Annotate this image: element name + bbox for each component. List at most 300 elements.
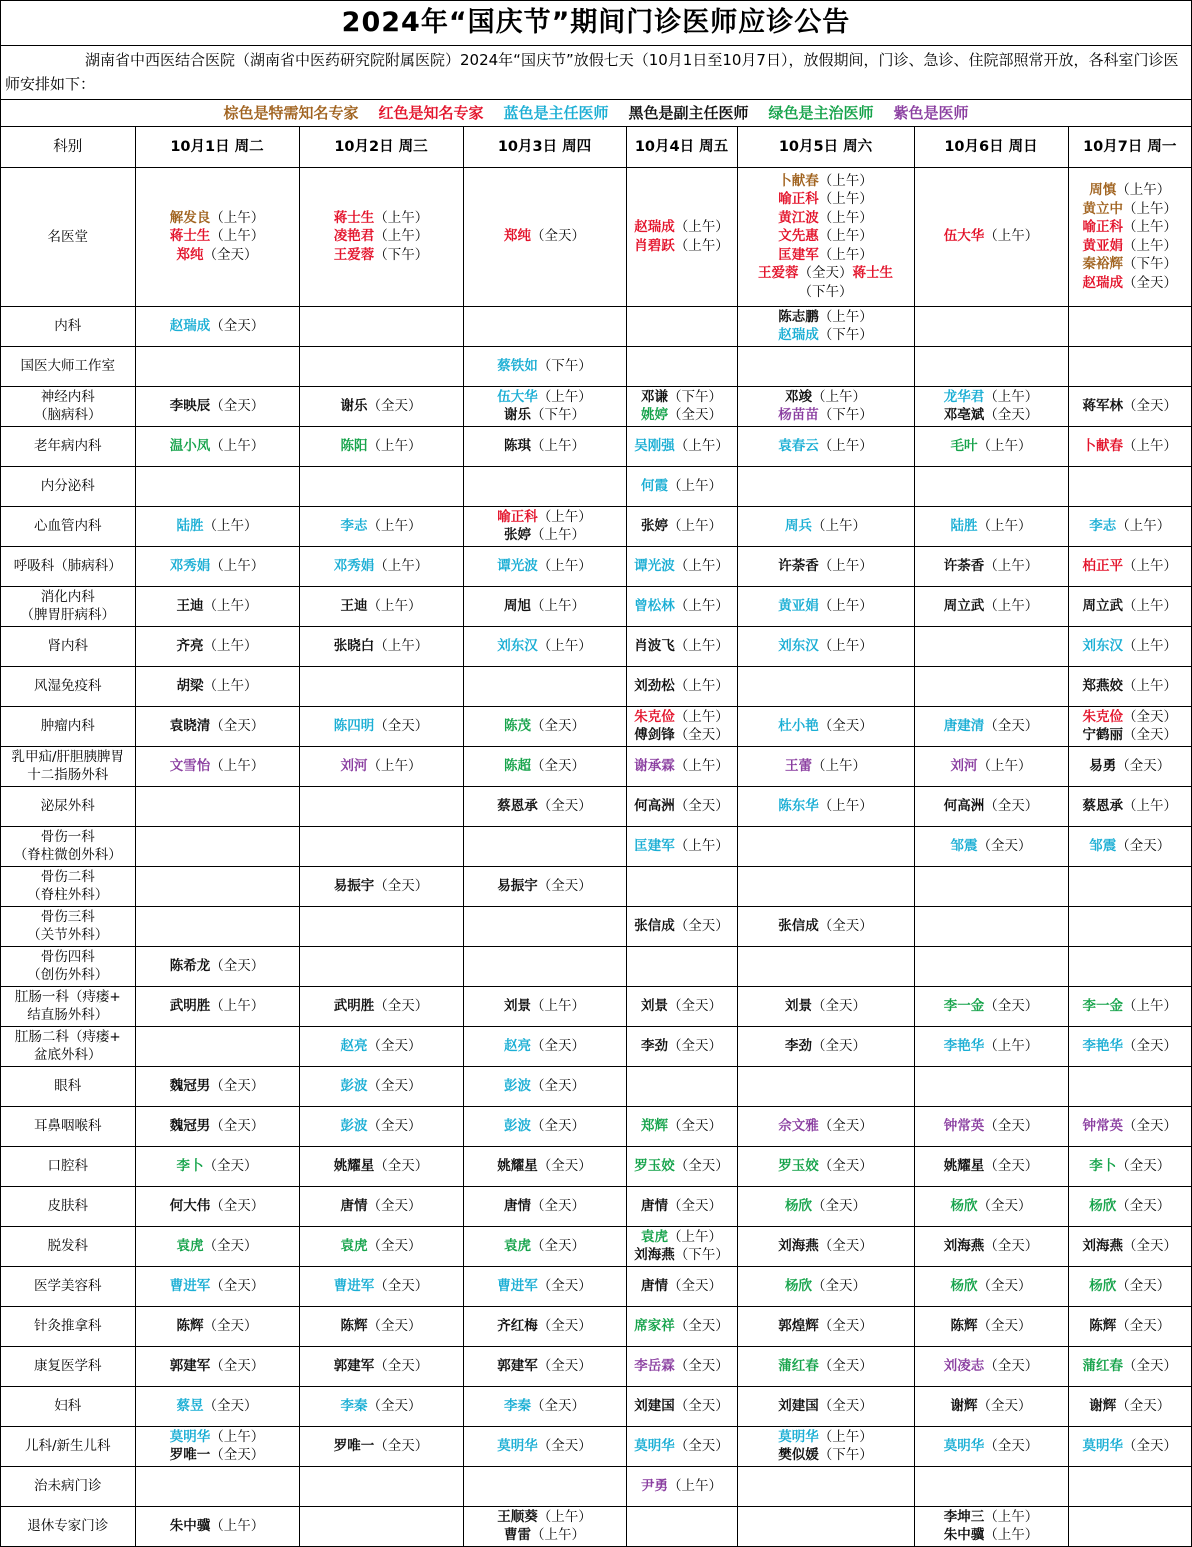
doctor-name: 陈茂 <box>504 717 531 734</box>
doctor-name: 彭波 <box>504 1077 531 1094</box>
table-row <box>1 1226 1191 1266</box>
doctor-name: 刘景 <box>504 997 531 1014</box>
doctor-entry <box>465 1437 625 1456</box>
doctor-entry <box>1070 597 1191 616</box>
schedule-cell <box>135 706 299 746</box>
doctor-entry <box>628 837 736 856</box>
table-row <box>1 1186 1191 1226</box>
schedule-cell <box>463 1106 626 1146</box>
doctor-name: 武明胜 <box>333 997 375 1014</box>
doctor-entry <box>628 1117 736 1136</box>
doctor-name: 刘景 <box>785 997 812 1014</box>
doctor-entry <box>628 708 736 727</box>
session-label: （上午） <box>1123 557 1177 574</box>
doctor-name: 曹进军 <box>169 1277 211 1294</box>
schedule-cell <box>299 1266 463 1306</box>
doctor-entry <box>301 517 462 536</box>
doctor-name: 伍大华 <box>943 228 985 245</box>
schedule-cell <box>914 346 1068 386</box>
doctor-name: 杨欣 <box>1089 1197 1117 1214</box>
dept-name: 脱发科 <box>1 1226 135 1266</box>
doctor-entry <box>301 437 462 456</box>
session-label: （上午） <box>674 557 729 574</box>
doctor-name: 傅剑锋 <box>634 727 675 743</box>
schedule-cell <box>737 826 914 866</box>
doctor-name: 黄江波 <box>778 209 819 226</box>
doctor-entry <box>301 1317 462 1336</box>
doctor-entry <box>916 227 1067 246</box>
schedule-cell <box>914 1106 1068 1146</box>
dept-name: 妇科 <box>1 1386 135 1426</box>
doctor-entry <box>916 1157 1067 1176</box>
dept-name: 肿瘤内科 <box>1 706 135 746</box>
doctor-name: 莫明华 <box>1082 1437 1123 1454</box>
schedule-cell <box>463 986 626 1026</box>
session-label: （上午） <box>977 517 1032 534</box>
doctor-name: 肖碧跃 <box>634 237 675 254</box>
session-label: （全天） <box>367 397 422 414</box>
table-row <box>1 1106 1191 1146</box>
session-label: （上午） <box>984 597 1039 614</box>
doctor-entry <box>137 1077 298 1096</box>
doctor-entry <box>739 1037 913 1056</box>
session-label: （全天） <box>1123 708 1177 725</box>
session-label: （全天） <box>1123 397 1177 414</box>
doctor-entry <box>628 477 736 496</box>
header-day: 10月2日 周三 <box>299 127 463 167</box>
doctor-name: 唐情 <box>641 1277 668 1294</box>
session-label: （全天） <box>674 1357 729 1374</box>
doctor-name: 陈辉 <box>1089 1317 1117 1334</box>
doctor-name: 刘海燕 <box>634 1247 675 1263</box>
doctor-name: 凌艳君 <box>333 228 375 245</box>
table-row <box>1 426 1191 466</box>
doctor-entry <box>137 397 298 416</box>
schedule-cell <box>914 666 1068 706</box>
doctor-name: 杨苗苗 <box>778 407 819 423</box>
doctor-name: 李秦 <box>504 1397 531 1414</box>
schedule-cell <box>135 626 299 666</box>
schedule-cell <box>463 666 626 706</box>
schedule-cell <box>299 986 463 1026</box>
doctor-name: 邹震 <box>950 837 978 854</box>
schedule-cell <box>1068 786 1191 826</box>
schedule-cell <box>914 1506 1068 1546</box>
session-label: （全天） <box>537 1437 592 1454</box>
session-label: （上午） <box>1123 237 1177 254</box>
schedule-cell <box>299 1386 463 1426</box>
table-row <box>1 786 1191 826</box>
schedule-cell <box>299 426 463 466</box>
session-label: （上午） <box>531 597 585 614</box>
doctor-entry <box>137 557 298 576</box>
session-label: （上午） <box>210 557 265 574</box>
doctor-name: 谭光波 <box>634 557 675 574</box>
schedule-cell <box>914 586 1068 626</box>
schedule-cell <box>1068 906 1191 946</box>
doctor-entry <box>137 1357 298 1376</box>
doctor-name: 谢辉 <box>950 1397 978 1414</box>
session-label: （上午） <box>674 237 729 254</box>
doctor-entry <box>137 957 298 976</box>
table-row <box>1 466 1191 506</box>
doctor-entry <box>137 677 298 696</box>
schedule-cell <box>135 506 299 546</box>
doctor-entry <box>916 1437 1067 1456</box>
doctor-entry <box>628 1037 736 1056</box>
schedule-cell <box>463 1306 626 1346</box>
session-label: （上午） <box>537 637 592 654</box>
session-label: （上午） <box>367 597 422 614</box>
session-label: （全天） <box>984 1237 1039 1254</box>
session-label: （下午） <box>818 327 873 343</box>
doctor-name: 刘建国 <box>634 1397 675 1414</box>
doctor-name: 蔡恩承 <box>1082 797 1123 814</box>
schedule-cell <box>1068 506 1191 546</box>
doctor-name: 朱克俭 <box>1082 708 1123 725</box>
doctor-entry <box>137 209 298 228</box>
session-label: （全天） <box>374 1357 429 1374</box>
doctor-entry <box>1070 181 1191 200</box>
doctor-entry <box>739 1397 913 1416</box>
doctor-name: 温小凤 <box>169 437 211 454</box>
session-label: （全天） <box>812 1037 866 1054</box>
doctor-name: 何高洲 <box>634 797 675 814</box>
schedule-cell <box>1068 426 1191 466</box>
header-day: 10月6日 周日 <box>914 127 1068 167</box>
doctor-name: 王迪 <box>176 597 204 614</box>
doctor-entry <box>465 1037 625 1056</box>
doctor-name: 佘文雅 <box>778 1117 819 1134</box>
schedule-cell <box>626 386 737 426</box>
doctor-entry <box>739 517 913 536</box>
session-label: （全天） <box>984 1157 1039 1174</box>
schedule-cell <box>626 306 737 346</box>
session-label: （上午） <box>674 219 729 235</box>
session-label: （上午） <box>203 517 258 534</box>
schedule-cell <box>299 306 463 346</box>
doctor-name: 刘东汉 <box>778 637 819 654</box>
doctor-entry <box>739 326 913 345</box>
schedule-cell <box>737 746 914 786</box>
schedule-cell <box>1068 706 1191 746</box>
session-label: （全天） <box>537 877 592 894</box>
doctor-name: 文先惠 <box>778 228 819 245</box>
doctor-entry <box>301 1197 462 1216</box>
doctor-entry <box>916 1237 1067 1256</box>
session-label: （全天） <box>1123 727 1177 743</box>
doctor-name: 匡建军 <box>634 837 675 854</box>
dept-name: 名医堂 <box>1 167 135 306</box>
session-label: （全天） <box>818 1157 873 1174</box>
session-label: （全天） <box>674 1317 729 1334</box>
session-label: （全天） <box>374 1277 429 1294</box>
schedule-cell <box>135 826 299 866</box>
doctor-entry <box>301 1077 462 1096</box>
header-day: 10月4日 周五 <box>626 127 737 167</box>
schedule-cell <box>1068 626 1191 666</box>
intro-paragraph: 湖南省中西医结合医院（湖南省中医药研究院附属医院）2024年“国庆节”放假七天（10月1日至10月7日），放假期间，门诊、急诊、住院部照常开放，各科室门诊医师安排如下： <box>1 46 1191 100</box>
doctor-entry <box>1070 255 1191 274</box>
schedule-cell <box>299 946 463 986</box>
session-label: （上午） <box>977 437 1032 454</box>
table-row <box>1 1466 1191 1506</box>
session-label: （全天） <box>977 1397 1032 1414</box>
doctor-name: 袁虎 <box>504 1237 531 1254</box>
doctor-entry <box>628 557 736 576</box>
schedule-cell <box>135 1386 299 1426</box>
session-label: （全天） <box>210 1197 265 1214</box>
doctor-entry <box>628 1397 736 1416</box>
doctor-entry <box>628 1477 736 1496</box>
table-row <box>1 826 1191 866</box>
session-label: （全天） <box>1116 1157 1171 1174</box>
doctor-name: 杨欣 <box>785 1197 812 1214</box>
doctor-name: 赵瑞成 <box>778 327 819 343</box>
schedule-cell <box>135 306 299 346</box>
schedule-cell <box>737 1146 914 1186</box>
doctor-name: 王蕾 <box>785 757 812 774</box>
doctor-name: 莫明华 <box>169 1428 211 1445</box>
session-label: （上午） <box>818 637 873 654</box>
schedule-cell <box>463 1026 626 1066</box>
schedule-cell <box>1068 986 1191 1026</box>
doctor-entry <box>301 246 462 265</box>
schedule-cell <box>1068 466 1191 506</box>
doctor-name: 李劲 <box>785 1037 812 1054</box>
doctor-name: 唐情 <box>504 1197 531 1214</box>
doctor-entry <box>916 597 1067 616</box>
session-label: （全天） <box>531 1077 585 1094</box>
doctor-name: 李一金 <box>943 997 985 1014</box>
schedule-cell <box>914 546 1068 586</box>
schedule-cell <box>463 386 626 426</box>
dept-name: 退休专家门诊 <box>1 1506 135 1546</box>
doctor-name: 吴刚强 <box>634 437 675 454</box>
doctor-entry <box>739 172 913 191</box>
dept-name: 骨伤一科 （脊柱微创外科） <box>1 826 135 866</box>
session-label: （全天） <box>1116 1397 1171 1414</box>
schedule-cell <box>299 1186 463 1226</box>
session-label: （上午） <box>1123 200 1177 217</box>
session-label: （全天） <box>818 1237 873 1254</box>
doctor-name: 赵瑞成 <box>634 219 675 235</box>
schedule-cell <box>135 167 299 306</box>
schedule-cell <box>626 866 737 906</box>
session-label: （全天） <box>798 265 853 282</box>
doctor-entry <box>137 227 298 246</box>
doctor-name: 易振宇 <box>333 877 375 894</box>
session-label: （上午） <box>818 172 873 189</box>
session-label: （上午） <box>818 557 873 574</box>
doctor-name: 蒋士生 <box>169 228 211 245</box>
doctor-entry <box>916 1197 1067 1216</box>
doctor-name: 刘景 <box>641 997 668 1014</box>
schedule-cell <box>463 746 626 786</box>
doctor-name: 谢乐 <box>504 407 531 423</box>
doctor-entry <box>465 1157 625 1176</box>
schedule-cell <box>914 906 1068 946</box>
doctor-entry <box>465 797 625 816</box>
doctor-entry <box>137 1446 298 1465</box>
session-label: （全天） <box>668 1277 722 1294</box>
schedule-cell <box>463 1426 626 1466</box>
doctor-name: 王迪 <box>340 597 368 614</box>
dept-name: 口腔科 <box>1 1146 135 1186</box>
doctor-entry <box>628 757 736 776</box>
session-label: （上午） <box>537 388 592 405</box>
doctor-entry <box>1070 757 1191 776</box>
schedule-cell <box>737 986 914 1026</box>
doctor-name: 武明胜 <box>169 997 211 1014</box>
doctor-entry <box>628 218 736 237</box>
doctor-name: 樊似媛 <box>778 1447 819 1463</box>
schedule-cell <box>737 666 914 706</box>
schedule-cell <box>135 1426 299 1466</box>
session-label: （全天） <box>367 1197 422 1214</box>
session-label: （上午） <box>531 437 585 454</box>
session-label: （上午） <box>210 209 265 226</box>
doctor-entry <box>465 557 625 576</box>
doctor-name: 朱中骥 <box>169 1518 211 1534</box>
dept-name: 儿科/新生儿科 <box>1 1426 135 1466</box>
table-row <box>1 706 1191 746</box>
table-row <box>1 1026 1191 1066</box>
table-header-row <box>1 127 1191 167</box>
schedule-cell <box>463 546 626 586</box>
doctor-entry <box>465 1508 625 1527</box>
schedule-cell <box>1068 1066 1191 1106</box>
doctor-name: 喻正科 <box>497 508 538 525</box>
schedule-cell <box>299 1226 463 1266</box>
doctor-name: 李艳华 <box>943 1037 985 1054</box>
schedule-cell <box>626 1506 737 1546</box>
doctor-name: 姚婷 <box>641 407 668 423</box>
doctor-name: 宁鹤丽 <box>1082 727 1123 743</box>
doctor-entry <box>1070 1157 1191 1176</box>
doctor-entry <box>739 1157 913 1176</box>
doctor-entry <box>916 517 1067 536</box>
doctor-entry <box>1070 1317 1191 1336</box>
doctor-entry <box>628 1277 736 1296</box>
doctor-entry <box>628 1437 736 1456</box>
table-row <box>1 167 1191 306</box>
doctor-name: 匡建军 <box>778 246 819 263</box>
dept-name: 乳甲疝/肝胆胰脾胃 十二指肠外科 <box>1 746 135 786</box>
color-legend <box>1 100 1191 127</box>
session-label: （全天） <box>984 407 1039 423</box>
doctor-name: 邹震 <box>1089 837 1117 854</box>
session-label: （上午） <box>203 637 258 654</box>
doctor-name: 秦裕辉 <box>1082 256 1123 272</box>
doctor-entry <box>1070 397 1191 416</box>
doctor-entry <box>301 1397 462 1416</box>
schedule-cell <box>737 466 914 506</box>
doctor-entry <box>301 209 462 228</box>
session-label: （上午） <box>674 437 729 454</box>
schedule-cell <box>914 1346 1068 1386</box>
doctor-name: 刘东汉 <box>1082 637 1123 654</box>
schedule-cell <box>626 1226 737 1266</box>
session-label: （全天） <box>537 797 592 814</box>
session-label: （上午） <box>210 1518 265 1534</box>
doctor-name: 刘建国 <box>778 1397 819 1414</box>
doctor-entry <box>628 1197 736 1216</box>
doctor-name: 李岳霖 <box>634 1357 675 1374</box>
schedule-cell <box>737 546 914 586</box>
schedule-cell <box>626 706 737 746</box>
session-label: （上午） <box>674 597 729 614</box>
header-day: 10月1日 周二 <box>135 127 299 167</box>
doctor-entry <box>916 1397 1067 1416</box>
dept-name: 肛肠一科（痔瘘+ 结直肠外科） <box>1 986 135 1026</box>
doctor-entry <box>465 508 625 527</box>
header-day: 10月5日 周六 <box>737 127 914 167</box>
session-label: （全天） <box>210 1357 265 1374</box>
schedule-cell <box>299 1066 463 1106</box>
session-label: （上午） <box>812 388 866 405</box>
doctor-name: 蔡恩承 <box>497 797 538 814</box>
doctor-name: 周兵 <box>785 517 812 534</box>
schedule-cell <box>299 167 463 306</box>
schedule-cell <box>299 706 463 746</box>
doctor-name: 杜小艳 <box>778 717 819 734</box>
schedule-cell <box>1068 1506 1191 1546</box>
schedule-cell <box>626 1386 737 1426</box>
table-row <box>1 306 1191 346</box>
session-label: （下午） <box>374 246 429 263</box>
dept-name: 皮肤科 <box>1 1186 135 1226</box>
doctor-entry <box>628 406 736 425</box>
header-dept: 科别 <box>1 127 135 167</box>
schedule-cell <box>135 466 299 506</box>
doctor-name: 谢承霖 <box>634 757 675 774</box>
dept-name: 骨伤二科 （脊柱外科） <box>1 866 135 906</box>
schedule-cell <box>914 466 1068 506</box>
session-label: （上午） <box>818 797 873 814</box>
doctor-entry <box>301 1357 462 1376</box>
doctor-name: 蒋士生 <box>852 265 893 282</box>
schedule-cell <box>135 1506 299 1546</box>
doctor-name: 喻正科 <box>1082 219 1123 235</box>
doctor-entry <box>1070 1117 1191 1136</box>
schedule-cell <box>135 866 299 906</box>
doctor-entry <box>301 597 462 616</box>
schedule-cell <box>463 586 626 626</box>
session-label: （全天） <box>531 1397 585 1414</box>
schedule-cell <box>626 466 737 506</box>
doctor-entry <box>628 637 736 656</box>
schedule-cell <box>463 306 626 346</box>
doctor-entry <box>465 406 625 425</box>
table-row <box>1 346 1191 386</box>
doctor-entry <box>1070 1197 1191 1216</box>
session-label: （上午） <box>367 437 422 454</box>
table-row <box>1 986 1191 1026</box>
doctor-entry <box>301 1437 462 1456</box>
schedule-cell <box>626 1066 737 1106</box>
doctor-entry <box>628 517 736 536</box>
session-label: （上午） <box>203 597 258 614</box>
session-label: （上午） <box>374 228 429 245</box>
doctor-name: 刘河 <box>340 757 368 774</box>
schedule-cell <box>737 1106 914 1146</box>
schedule-cell <box>737 786 914 826</box>
legend-item: 紫色是医师 <box>893 104 969 122</box>
session-label: （上午） <box>1116 517 1171 534</box>
doctor-entry <box>465 1317 625 1336</box>
doctor-name: 杨欣 <box>1089 1277 1117 1294</box>
